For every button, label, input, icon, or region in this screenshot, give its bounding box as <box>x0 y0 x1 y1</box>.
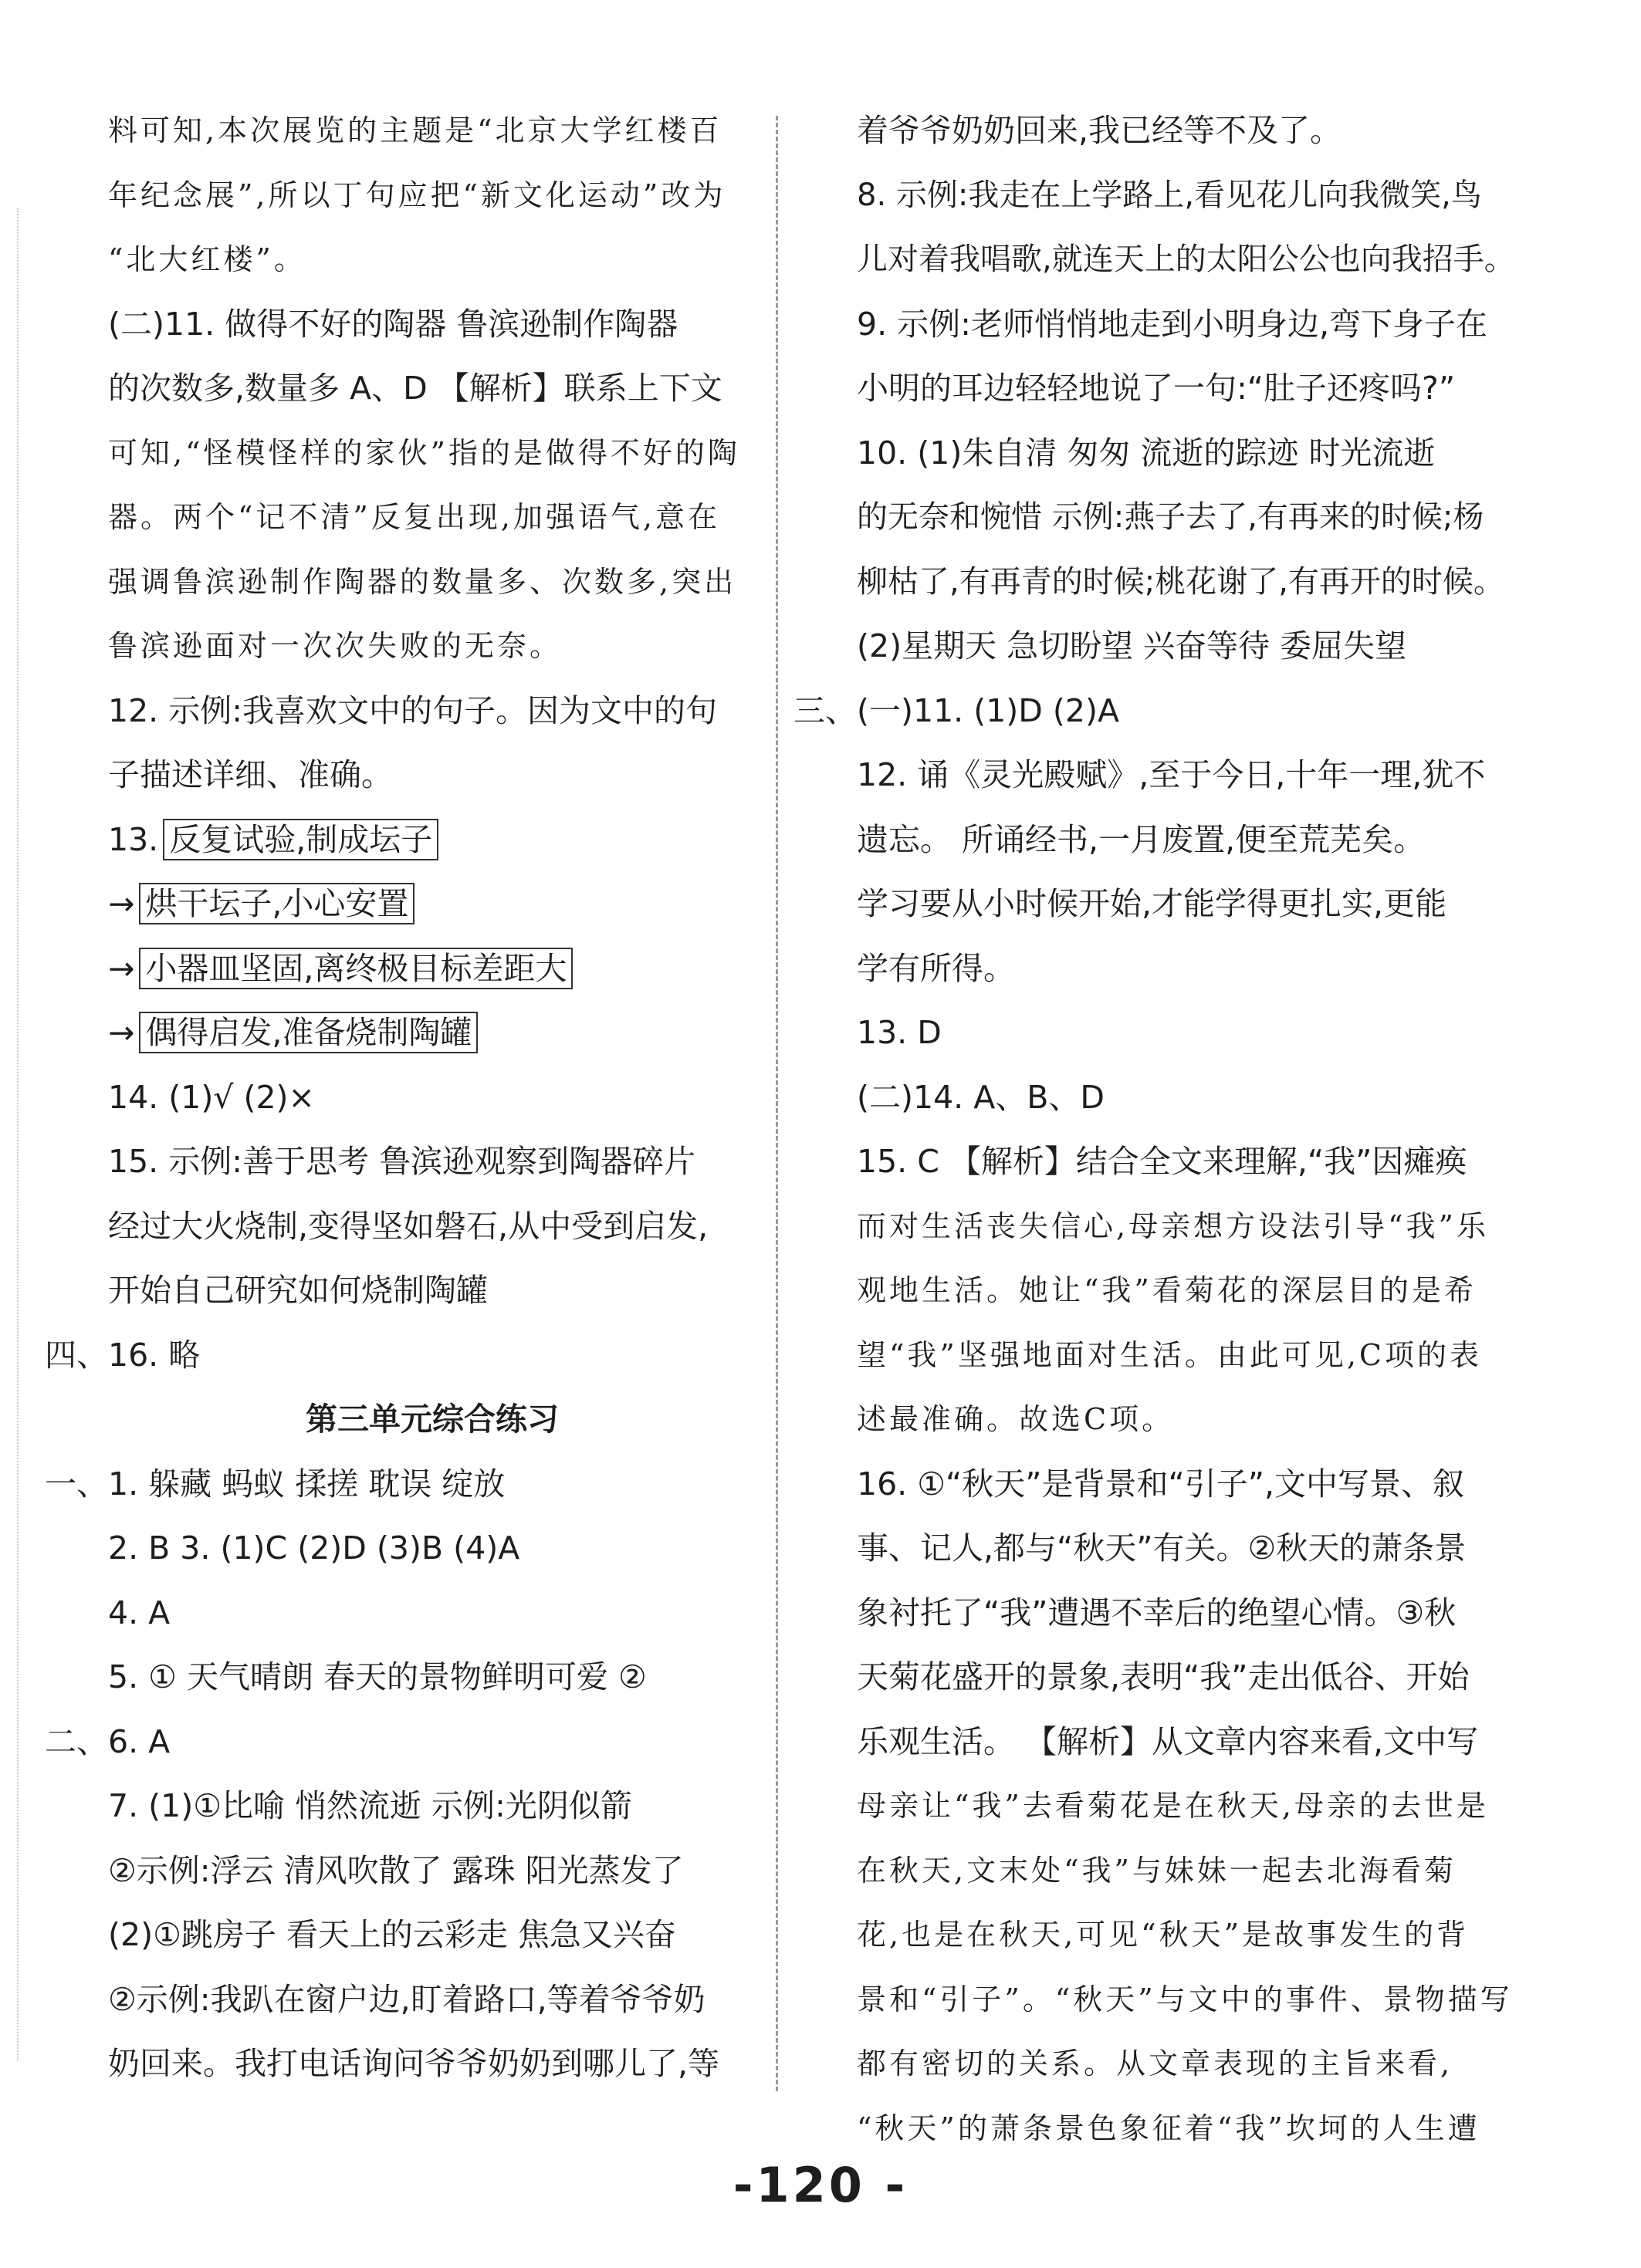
answer-line: (二)11. 做得不好的陶器 鲁滨逊制作陶器 <box>108 305 678 343</box>
answer-line: 乐观生活。 【解析】从文章内容来看,文中写 <box>857 1722 1479 1760</box>
flow-step-line <box>108 1001 756 1066</box>
answer-line: “秋天”的萧条景色象征着“我”坎坷的人生遭 <box>857 2111 1480 2145</box>
left-column <box>45 99 756 2097</box>
answer-line: 料可知,本次展览的主题是“北京大学红楼百 <box>108 113 722 147</box>
page-number: -120 - <box>733 2157 908 2213</box>
answer-line: 柳枯了,有再青的时候;桃花谢了,有再开的时候。 <box>857 563 1504 600</box>
answer-line: 子描述详细、准确。 <box>108 756 393 793</box>
answer-line: 7. (1)①比喻 悄然流逝 示例:光阴似箭 <box>108 1787 632 1824</box>
answer-line: 母亲让“我”去看菊花是在秋天,母亲的去世是 <box>857 1789 1489 1823</box>
answer-line: 儿对着我唱歌,就连天上的太阳公公也向我招手。 <box>857 242 1515 277</box>
answer-line: “北大红楼”。 <box>108 242 306 276</box>
answer-line: 14. (1)√ (2)× <box>108 1078 315 1116</box>
flow-box: 烘干坛子,小心安置 <box>139 883 414 924</box>
margin-dotted-guide <box>17 208 19 2060</box>
answer-line: 经过大火烧制,变得坚如磐石,从中受到启发, <box>108 1207 709 1245</box>
answer-line: 学习要从小时候开始,才能学得更扎实,更能 <box>857 885 1447 922</box>
flow-box: 小器皿坚固,离终极目标差距大 <box>139 948 573 989</box>
answer-line: 述最准确。故选C项。 <box>857 1402 1175 1436</box>
flow-prefix: → <box>108 885 135 922</box>
answer-line: 12. 诵《灵光殿赋》,至于今日,十年一理,犹不 <box>857 756 1486 793</box>
answer-line: 一、1. 躲藏 蚂蚁 揉搓 耽误 绽放 <box>45 1465 506 1502</box>
answer-line: 可知,“怪模怪样的家伙”指的是做得不好的陶 <box>108 435 740 470</box>
answer-line: 景和“引子”。“秋天”与文中的事件、景物描写 <box>857 1982 1513 2016</box>
answer-line: 遗忘。 所诵经书,一月废置,便至荒芜矣。 <box>857 820 1426 858</box>
answer-line: 8. 示例:我走在上学路上,看见花儿向我微笑,鸟 <box>857 177 1482 213</box>
answer-line: 二、6. A <box>45 1722 171 1760</box>
right-column <box>793 99 1515 2161</box>
answer-line: 第三单元综合练习 <box>306 1401 559 1438</box>
answer-line: 15. 示例:善于思考 鲁滨逊观察到陶器碎片 <box>108 1143 696 1180</box>
answer-line: 观地生活。她让“我”看菊花的深层目的是希 <box>857 1273 1477 1307</box>
answer-line: 10. (1)朱自清 匆匆 流逝的踪迹 时光流逝 <box>857 434 1436 472</box>
answer-line: 花,也是在秋天,可见“秋天”是故事发生的背 <box>857 1918 1470 1952</box>
answer-line: (二)14. A、B、D <box>857 1078 1105 1116</box>
answer-line: 器。两个“记不清”反复出现,加强语气,意在 <box>108 500 721 534</box>
answer-line: 学有所得。 <box>857 949 1015 987</box>
answer-line: 12. 示例:我喜欢文中的句子。因为文中的句 <box>108 691 718 729</box>
answer-line: ②示例:浮云 清风吹散了 露珠 阳光蒸发了 <box>108 1851 684 1889</box>
answer-line: 都有密切的关系。从文章表现的主旨来看, <box>857 2047 1453 2080</box>
answer-line: 5. ① 天气晴朗 春天的景物鲜明可爱 ② <box>108 1658 647 1695</box>
flow-step-line <box>108 872 756 937</box>
flow-prefix: → <box>108 949 135 987</box>
answer-line: 强调鲁滨逊制作陶器的数量多、次数多,突出 <box>108 564 737 599</box>
answer-line: 13. D <box>857 1014 942 1051</box>
answer-line: 天菊花盛开的景象,表明“我”走出低谷、开始 <box>857 1658 1470 1695</box>
answer-line: 16. ①“秋天”是背景和“引子”,文中写景、叙 <box>857 1465 1464 1502</box>
answer-line: 望“我”坚强地面对生活。由此可见,C项的表 <box>857 1337 1483 1372</box>
answer-line: 的无奈和惋惜 示例:燕子去了,有再来的时候;杨 <box>857 499 1484 535</box>
answer-line: 象衬托了“我”遭遇不幸后的绝望心情。③秋 <box>857 1594 1457 1631</box>
answer-line: 15. C 【解析】结合全文来理解,“我”因瘫痪 <box>857 1143 1467 1180</box>
answer-line: 四、16. 略 <box>45 1336 201 1374</box>
answer-line: 小明的耳边轻轻地说了一句:“肚子还疼吗?” <box>857 370 1456 407</box>
answer-line: 4. A <box>108 1594 171 1631</box>
answer-line: 鲁滨逊面对一次次失败的无奈。 <box>108 629 563 663</box>
answer-line: 2. B 3. (1)C (2)D (3)B (4)A <box>108 1529 520 1567</box>
answer-line: ②示例:我趴在窗户边,盯着路口,等着爷爷奶 <box>108 1980 705 2018</box>
answer-line: (2)星期天 急切盼望 兴奋等待 委屈失望 <box>857 627 1407 664</box>
answer-line: 着爷爷奶奶回来,我已经等不及了。 <box>857 112 1342 149</box>
flow-prefix: 13. <box>108 820 159 858</box>
answer-line: 开始自己研究如何烧制陶罐 <box>108 1272 488 1309</box>
answer-line: 9. 示例:老师悄悄地走到小明身边,弯下身子在 <box>857 305 1487 343</box>
answer-line: 的次数多,数量多 A、D 【解析】联系上下文 <box>108 370 722 407</box>
answer-line: 三、(一)11. (1)D (2)A <box>793 691 1120 729</box>
answer-line: 在秋天,文末处“我”与妹妹一起去北海看菊 <box>857 1853 1457 1888</box>
answer-line: 事、记人,都与“秋天”有关。②秋天的萧条景 <box>857 1529 1467 1567</box>
flow-prefix: → <box>108 1014 135 1051</box>
answer-line: 年纪念展”,所以丁句应把“新文化运动”改为 <box>108 177 726 212</box>
flow-step-line <box>108 808 756 873</box>
flow-box: 反复试验,制成坛子 <box>163 819 438 860</box>
answer-line: (2)①跳房子 看天上的云彩走 焦急又兴奋 <box>108 1916 676 1953</box>
flow-box: 偶得启发,准备烧制陶罐 <box>139 1012 478 1053</box>
answer-line: 奶回来。我打电话询问爷爷奶奶到哪儿了,等 <box>108 2045 720 2082</box>
flow-step-line <box>108 937 756 1002</box>
answer-line: 而对生活丧失信心,母亲想方设法引导“我”乐 <box>857 1208 1489 1243</box>
column-divider <box>776 116 778 2091</box>
